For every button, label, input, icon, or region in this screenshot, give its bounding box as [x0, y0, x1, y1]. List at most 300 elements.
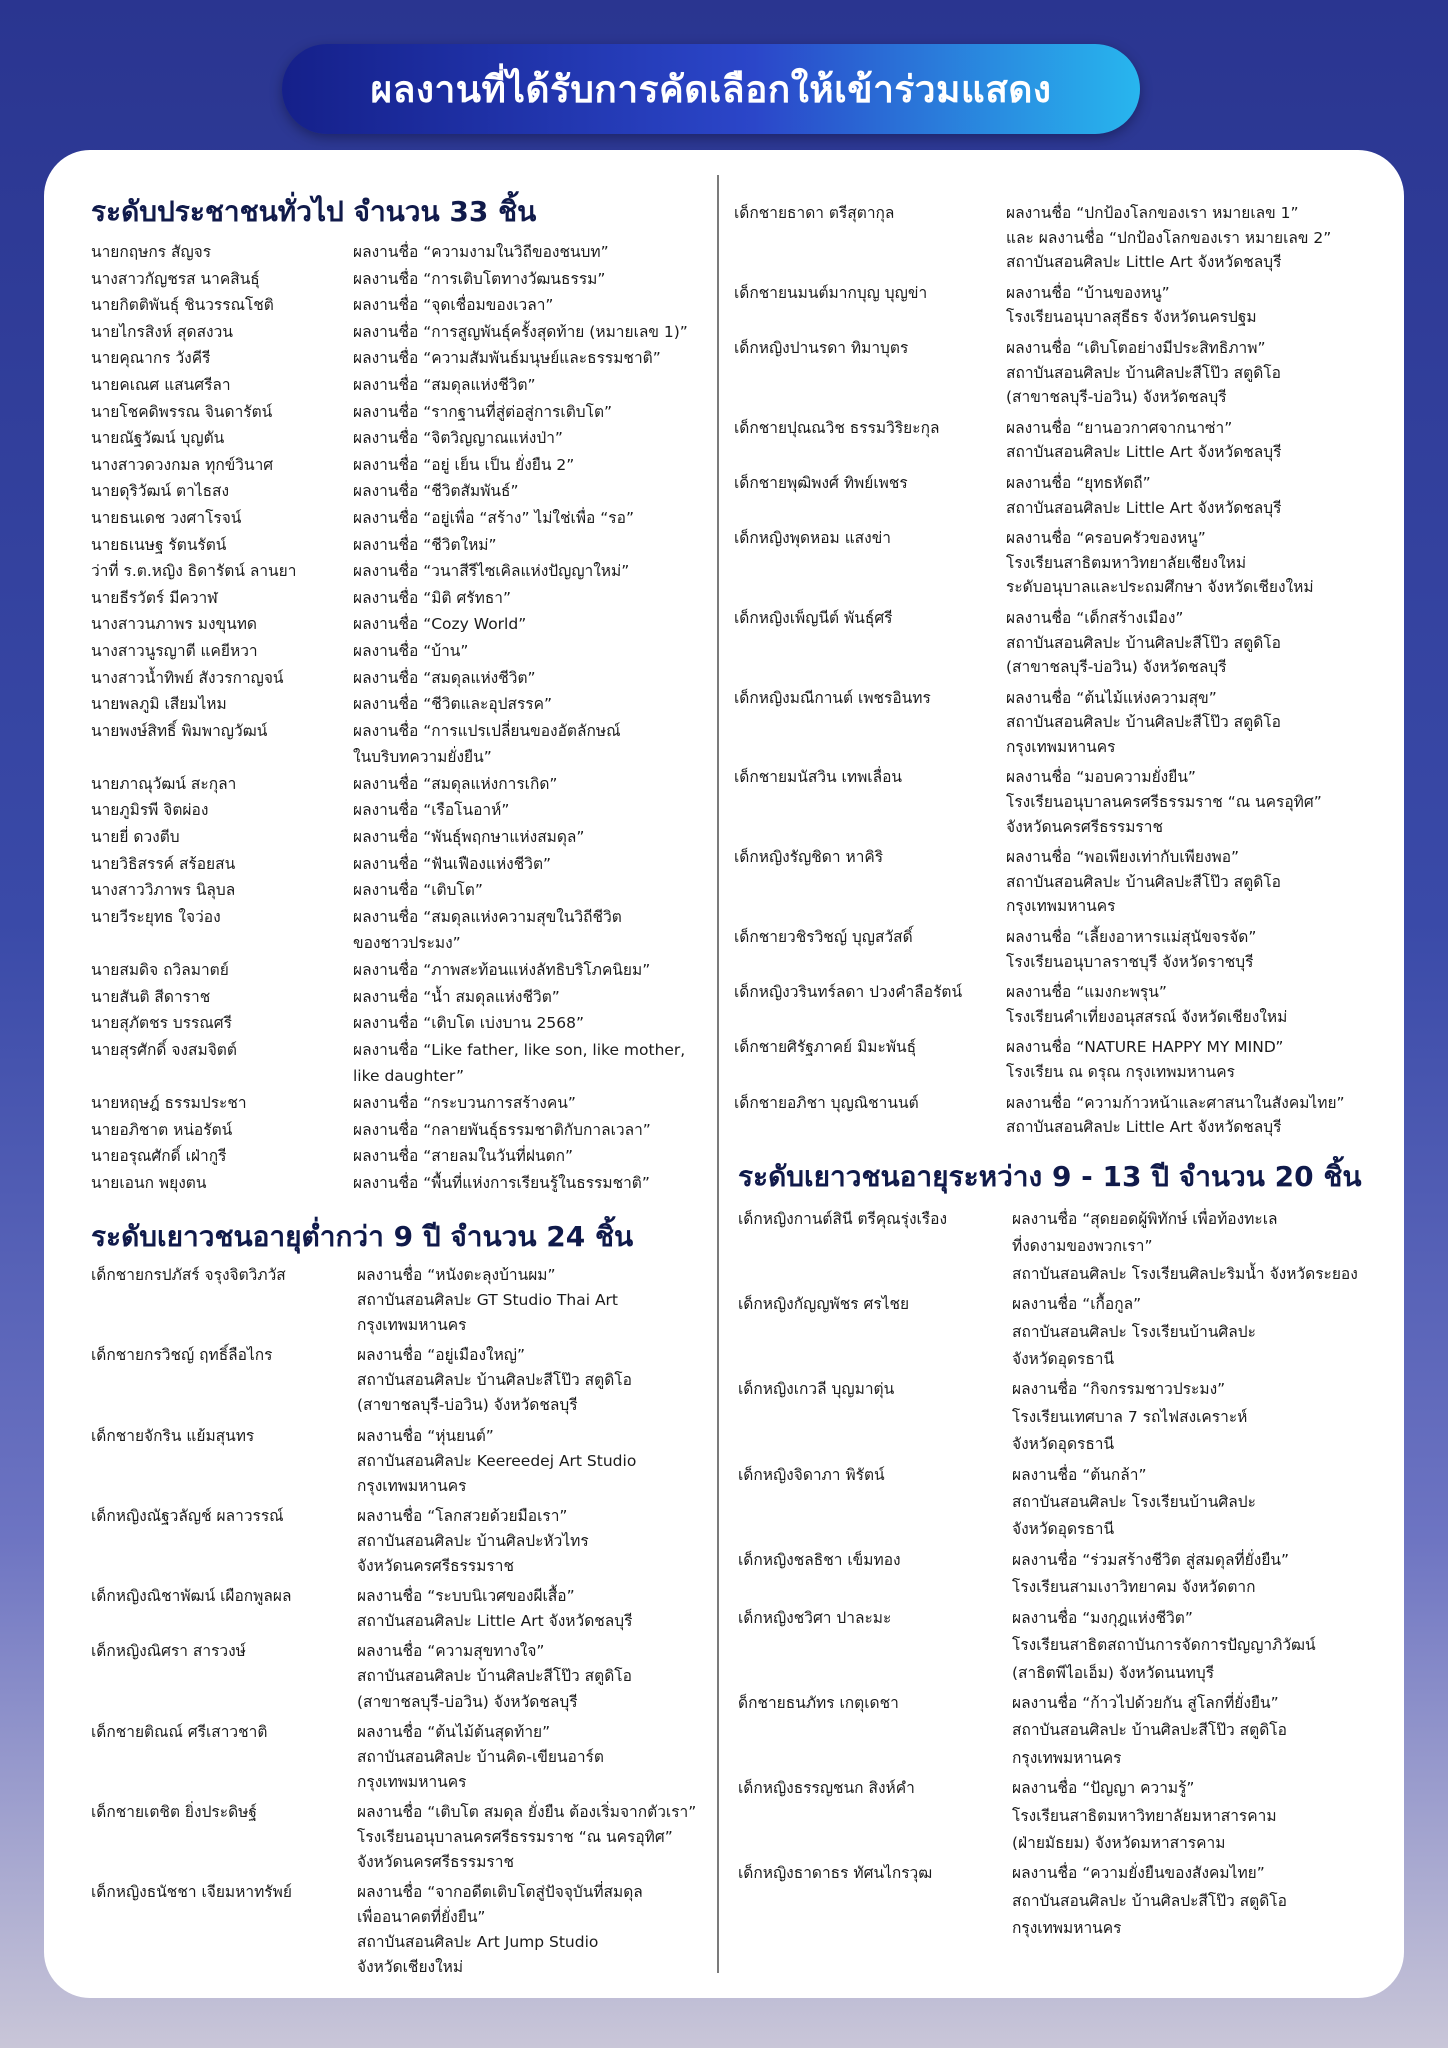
artwork-institution: สถาบันสอนศิลปะ โรงเรียนศิลปะริมน้ำ จังหวัดระยอง [1012, 1264, 1358, 1283]
artwork-institution: (สาธิตพีไอเอ็ม) จังหวัดนนทบุรี [1012, 1663, 1215, 1682]
entrant-name: นายภูมิรพี จิตผ่อง [91, 801, 209, 820]
artwork-institution: กรุงเทพมหานคร [1006, 897, 1116, 916]
artwork-details [1012, 1605, 1374, 1687]
artwork-title: ผลงานชื่อ “บ้านของหนู” [1006, 283, 1170, 302]
artwork-details [353, 771, 709, 798]
artwork-details [357, 1263, 709, 1338]
entrant-name: นายวีระยุทธ ใจว่อง [91, 907, 221, 926]
artwork-title: ผลงานชื่อ “พันธุ์พฤกษาแห่งสมดุล” [353, 828, 585, 847]
entry-row [91, 1143, 709, 1170]
entry-row [91, 957, 709, 984]
entry-row [734, 980, 1374, 1029]
entry-row [91, 638, 709, 665]
artwork-institution: โรงเรียนอนุบาลราชบุรี จังหวัดราชบุรี [1006, 952, 1254, 971]
entrant-name: เด็กชายศิรัฐภาคย์ มิมะพันธุ์ [734, 1038, 917, 1057]
artwork-institution: (สาขาชลบุรี-บ่อวิน) จังหวัดชลบุรี [357, 1396, 578, 1415]
artwork-details [353, 585, 709, 612]
artwork-title: ผลงานชื่อ “ต้นไม้แห่งความสุข” [1006, 688, 1217, 707]
entry-row [738, 1291, 1374, 1373]
entrant-name: นางสาวน้ำทิพย์ สังวรกาญจน์ [91, 668, 284, 687]
artwork-details [357, 1880, 709, 1980]
artwork-institution: สถาบันสอนศิลปะ GT Studio Thai Art [357, 1291, 619, 1310]
artwork-title: ผลงานชื่อ “จากอดีตเติบโตสู่ปัจจุบันที่สมดุล [357, 1883, 643, 1902]
artwork-details [353, 1117, 709, 1144]
artwork-title: ผลงานชื่อ “สมดุลแห่งความสุขในวิถีชีวิต [353, 907, 622, 926]
entrant-name: เด็กชายมนัสวิน เทพเลื่อน [734, 768, 902, 787]
artwork-institution: จังหวัดเชียงใหม่ [357, 1958, 464, 1977]
artwork-details [1012, 1860, 1374, 1942]
artwork-details [357, 1800, 709, 1875]
artwork-institution: ในบริบทความยั่งยืน” [353, 748, 492, 767]
artwork-title: ผลงานชื่อ “ยุทธหัตถี” [1006, 473, 1151, 492]
artwork-title: ผลงานชื่อ “บ้าน” [353, 641, 469, 660]
artwork-title: ผลงานชื่อ “ฟันเฟืองแห่งชีวิต” [353, 854, 552, 873]
artwork-institution: (สาขาชลบุรี-บ่อวิน) จังหวัดชลบุรี [357, 1692, 578, 1711]
artwork-details [353, 904, 709, 957]
artwork-institution: โรงเรียนสาธิตมหาวิทยาลัยเชียงใหม่ [1006, 553, 1247, 572]
artwork-institution: จังหวัดนครศรีธรรมราช [1006, 817, 1163, 836]
artwork-institution: สถาบันสอนศิลปะ Little Art จังหวัดชลบุรี [1006, 498, 1282, 517]
entry-row [91, 797, 709, 824]
artwork-institution: กรุงเทพมหานคร [1012, 1748, 1122, 1767]
entrant-name: เด็กชายติณณ์ ศรีเสาวชาติ [91, 1722, 268, 1741]
entry-row [91, 877, 709, 904]
artwork-details [353, 239, 709, 266]
artwork-institution: ที่งดงามของพวกเรา” [1012, 1237, 1153, 1256]
artwork-institution: โรงเรียนอนุบาลนครศรีธรรมราช “ณ นครอุทิศ” [1006, 793, 1322, 812]
artwork-details [353, 478, 709, 505]
entrant-name: นางสาวกัญชรส นาคสินธุ์ [91, 269, 260, 288]
artwork-institution: สถาบันสอนศิลปะ บ้านศิลปะสีโป๊ว สตูดิโอ [1006, 872, 1281, 891]
artwork-title: ผลงานชื่อ “ยานอวกาศจากนาซ่า” [1006, 418, 1233, 437]
artwork-institution: สถาบันสอนศิลปะ Art Jump Studio [357, 1933, 599, 1952]
entrant-name: เด็กชายอภิชา บุญณิชานนต์ [734, 1093, 919, 1112]
artwork-details [353, 1170, 709, 1197]
entrant-name: ว่าที่ ร.ต.หญิง ธิดารัตน์ ลานยา [91, 562, 297, 581]
artwork-title: ผลงานชื่อ “สมดุลแห่งชีวิต” [353, 668, 536, 687]
entry-row [734, 471, 1374, 520]
artwork-institution: สถาบันสอนศิลปะ Little Art จังหวัดชลบุรี [357, 1612, 633, 1631]
entry-row [91, 851, 709, 878]
artwork-title: ผลงานชื่อ “พอเพียงเท่ากับเพียงพอ” [1006, 848, 1240, 867]
entry-row [734, 1035, 1374, 1084]
entrant-name: นายภาณุวัฒน์ สะกุลา [91, 774, 237, 793]
artwork-title: ผลงานชื่อ “น้ำ สมดุลแห่งชีวิต” [353, 987, 560, 1006]
artwork-details [353, 532, 709, 559]
entry-row [91, 558, 709, 585]
entry-row [734, 281, 1374, 330]
artwork-institution: กรุงเทพมหานคร [357, 1772, 467, 1791]
artwork-institution: โรงเรียน ณ ดรุณ กรุงเทพมหานคร [1006, 1063, 1235, 1081]
artwork-details [353, 877, 709, 904]
entry-row [734, 201, 1374, 275]
artwork-title: ผลงานชื่อ “มอบความยั่งยืน” [1006, 768, 1196, 787]
artwork-details [1012, 1775, 1374, 1857]
entry-row [738, 1860, 1374, 1942]
artwork-institution: สถาบันสอนศิลปะ บ้านศิลปะสีโป๊ว สตูดิโอ [1012, 1891, 1287, 1910]
entrant-name: นายไกรสิงห์ สุดสงวน [91, 322, 233, 341]
entrant-name: เด็กหญิงจิดาภา พิรัตน์ [738, 1465, 885, 1484]
entry-row [734, 526, 1374, 600]
entrant-name: เด็กชายธาดา ตรีสุตากุล [734, 204, 895, 222]
entrant-name: นายธนเดช วงศาโรจน์ [91, 508, 242, 527]
entrant-name: นายสุภัตชร บรรณศรี [91, 1014, 232, 1033]
artwork-details [353, 1143, 709, 1170]
entrant-name: นายคเณศ แสนศรีลา [91, 375, 231, 394]
artwork-title: ผลงานชื่อ “เติบโตอย่างมีประสิทธิภาพ” [1006, 338, 1266, 357]
entry-row [91, 665, 709, 692]
artwork-title: ผลงานชื่อ “หุ่นยนต์” [357, 1426, 494, 1445]
artwork-details [353, 1090, 709, 1117]
entrant-name: นายสุรศักดิ์ จงสมจิตต์ [91, 1040, 237, 1059]
entrant-name: นายพงษ์สิทธิ์ พิมพาญวัฒน์ [91, 721, 268, 740]
artwork-title: ผลงานชื่อ “จุดเชื่อมของเวลา” [353, 296, 554, 315]
entry-row [91, 1584, 709, 1634]
artwork-details [353, 505, 709, 532]
entry-row [91, 1504, 709, 1579]
artwork-details [1006, 336, 1374, 410]
entrant-name: เด็กหญิงณิศรา สารวงษ์ [91, 1642, 246, 1661]
artwork-title: ผลงานชื่อ “ปกป้องโลกของเรา หมายเลข 1” [1006, 204, 1299, 222]
artwork-title: ผลงานชื่อ “ชีวิตสัมพันธ์” [353, 482, 519, 501]
entrant-name: เด็กชายปุณณวิช ธรรมวิริยะกุล [734, 418, 940, 437]
entry-row [91, 1263, 709, 1338]
artwork-title: ผลงานชื่อ “วนาสีรีไซเคิลแห่งปัญญาใหม่” [353, 562, 630, 581]
entry-row [91, 1037, 709, 1090]
entrant-name: เด็กชายจักริน แย้มสุนทร [91, 1426, 255, 1445]
entry-row [734, 416, 1374, 465]
page-title: ผลงานที่ได้รับการคัดเลือกให้เข้าร่วมแสดง [370, 67, 1052, 111]
artwork-details [353, 292, 709, 319]
artwork-institution: โรงเรียนอนุบาลสุธีธร จังหวัดนครปฐม [1006, 308, 1257, 327]
entry-row [91, 1880, 709, 1980]
entrant-name: เด็กหญิงปานรดา ทิมาบุตร [734, 338, 909, 357]
section-heading-youth-under-9: ระดับเยาวชนอายุต่ำกว่า 9 ปี จำนวน 24 ชิ้น [91, 1220, 634, 1253]
artwork-details [1006, 1035, 1374, 1084]
artwork-details [353, 1010, 709, 1037]
artwork-details [353, 851, 709, 878]
artwork-institution: สถาบันสอนศิลปะ บ้านศิลปะหัวไทร [357, 1531, 589, 1550]
artwork-institution: สถาบันสอนศิลปะ บ้านศิลปะสีโป๊ว สตูดิโอ [1006, 713, 1281, 732]
entrant-name: เด็กชายนมนต์มากบุญ บุญข่า [734, 283, 928, 302]
artwork-title: ผลงานชื่อ “กลายพันธุ์ธรรมชาติกับกาลเวลา” [353, 1120, 651, 1139]
artwork-institution: จังหวัดอุดรธานี [1012, 1350, 1115, 1369]
entrant-name: นางสาวดวงกมล ทุกข์วินาศ [91, 455, 274, 474]
entry-row [91, 425, 709, 452]
entry-row [91, 1424, 709, 1499]
artwork-institution: (ฝ่ายมัธยม) จังหวัดมหาสารคาม [1012, 1833, 1226, 1852]
entry-row [738, 1775, 1374, 1857]
entry-row [734, 925, 1374, 974]
artwork-title: ผลงานชื่อ “Cozy World” [353, 615, 527, 634]
artwork-details [1006, 471, 1374, 520]
entry-row [91, 1117, 709, 1144]
entrant-name: ด็กชายธนภัทร เกตุเดชา [738, 1693, 899, 1712]
artwork-title: ผลงานชื่อ “สมดุลแห่งชีวิต” [353, 375, 536, 394]
artwork-title: ผลงานชื่อ “กิจกรรมชาวประมง” [1012, 1380, 1226, 1399]
entrant-name: นายหฤษฎ์ ธรรมประชา [91, 1094, 247, 1112]
entry-row [738, 1462, 1374, 1544]
artwork-details [353, 425, 709, 452]
entry-row [734, 686, 1374, 760]
entry-row [91, 239, 709, 266]
entrant-name: เด็กหญิงเพ็ญนีต์ พันธุ์ศรี [734, 608, 893, 627]
artwork-details [1006, 925, 1374, 974]
entry-row [738, 1605, 1374, 1687]
artwork-details [1012, 1291, 1374, 1373]
artwork-institution: ระดับอนุบาลและประถมศึกษา จังหวัดเชียงใหม่ [1006, 578, 1314, 597]
artwork-title: ผลงานชื่อ “ต้นไม้ต้นสุดท้าย” [357, 1722, 551, 1741]
entry-list-general-public [91, 239, 709, 1196]
entry-row [91, 532, 709, 559]
entrant-name: เด็กหญิงณัฐวลัญช์ ผลาวรรณ์ [91, 1506, 284, 1525]
artwork-title: ผลงานชื่อ “การสูญพันธุ์ครั้งสุดท้าย (หมายเลข 1)” [353, 322, 688, 341]
entry-row [91, 292, 709, 319]
entry-row [734, 1091, 1374, 1140]
entrant-name: เด็กหญิงธนัชชา เจียมหาทรัพย์ [91, 1883, 292, 1902]
artwork-title: ผลงานชื่อ “เติบโต สมดุล ยั่งยืน ต้องเริ่มจากตัวเรา” [357, 1802, 697, 1821]
artwork-institution: และ ผลงานชื่อ “ปกป้องโลกของเรา หมายเลข 2” [1006, 228, 1332, 247]
entry-row [91, 319, 709, 346]
artwork-details [353, 691, 709, 718]
artwork-details [1012, 1547, 1374, 1602]
entry-row [91, 1720, 709, 1795]
artwork-institution: สถาบันสอนศิลปะ บ้านศิลปะสีโป๊ว สตูดิโอ [1006, 363, 1281, 382]
artwork-title: ผลงานชื่อ “กระบวนการสร้างคน” [353, 1094, 576, 1112]
entrant-name: เด็กหญิงมณีกานต์ เพชรอินทร [734, 688, 931, 707]
entrant-name: เด็กหญิงธรรญชนก สิงห์คำ [738, 1779, 915, 1798]
artwork-details [357, 1504, 709, 1579]
artwork-title: ผลงานชื่อ “ความก้าวหน้าและศาสนาในสังคมไทย” [1006, 1093, 1345, 1112]
entrant-name: นายคุณากร วังคีรี [91, 349, 211, 368]
artwork-title: ผลงานชื่อ “มงกุฎแห่งชีวิต” [1012, 1608, 1193, 1627]
entry-row [91, 771, 709, 798]
entry-list-youth-9-13 [738, 1206, 1374, 1943]
entrant-name: นายอรุณศักดิ์ เฝ่ากูรี [91, 1147, 227, 1166]
artwork-details [1006, 686, 1374, 760]
entrant-name: นางสาววิภาพร นิลุบล [91, 881, 236, 900]
artwork-details [1006, 845, 1374, 919]
artwork-institution: ของชาวประมง” [353, 934, 461, 953]
entrant-name: นายพลภูมิ เสียมไหม [91, 695, 227, 714]
artwork-details [357, 1424, 709, 1499]
artwork-institution: โรงเรียนอนุบาลนครศรีธรรมราช “ณ นครอุทิศ” [357, 1827, 673, 1846]
artwork-institution: โรงเรียนคำเที่ยงอนุสสรณ์ จังหวัดเชียงใหม่ [1006, 1007, 1288, 1026]
artwork-title: ผลงานชื่อ “อยู่เพื่อ “สร้าง” ไม่ใช่เพื่อ “รอ” [353, 508, 634, 527]
entry-row [91, 1800, 709, 1875]
artwork-title: ผลงานชื่อ “ก้าวไปด้วยกัน สู่โลกที่ยั่งยืน” [1012, 1693, 1279, 1712]
artwork-details [353, 824, 709, 851]
artwork-details [1012, 1376, 1374, 1458]
entrant-name: นายยี่ ดวงตีบ [91, 828, 180, 847]
artwork-institution: สถาบันสอนศิลปะ บ้านคิด-เขียนอาร์ต [357, 1747, 604, 1766]
artwork-title: ผลงานชื่อ “ปัญญา ความรู้” [1012, 1779, 1195, 1798]
artwork-details [1006, 281, 1374, 330]
column-divider [717, 175, 719, 1973]
artwork-details [353, 718, 709, 771]
artwork-title: ผลงานชื่อ “เลี้ยงอาหารแม่สุนัขจรจัด” [1006, 928, 1257, 947]
entry-row [91, 585, 709, 612]
entry-row [734, 845, 1374, 919]
entry-list-youth-under-9-continued [734, 201, 1374, 1140]
artwork-details [353, 558, 709, 585]
artwork-details [1006, 526, 1374, 600]
entrant-name: เด็กชายกรวิชญ์ ฤทธิ์ลือไกร [91, 1346, 273, 1365]
artwork-institution: จังหวัดอุดรธานี [1012, 1520, 1115, 1539]
entry-row [91, 718, 709, 771]
artwork-institution: กรุงเทพมหานคร [357, 1316, 467, 1335]
artwork-details [353, 1037, 709, 1090]
entry-row [91, 1639, 709, 1714]
artwork-details [353, 345, 709, 372]
entrant-name: เด็กหญิงกัญญพัชร ศรไชย [738, 1295, 910, 1314]
entry-row [91, 611, 709, 638]
artwork-details [353, 452, 709, 479]
entrant-name: เด็กหญิงกานต์สินี ตรีคุณรุ่งเรือง [738, 1210, 948, 1228]
artwork-title: ผลงานชื่อ “ร่วมสร้างชีวิต สู่สมดุลที่ยั่งยืน” [1012, 1550, 1290, 1569]
artwork-title: ผลงานชื่อ “เด็กสร้างเมือง” [1006, 608, 1184, 627]
artwork-institution: สถาบันสอนศิลปะ โรงเรียนบ้านศิลปะ [1012, 1493, 1256, 1512]
entry-row [734, 606, 1374, 680]
entry-row [91, 372, 709, 399]
artwork-details [353, 611, 709, 638]
artwork-institution: สถาบันสอนศิลปะ บ้านศิลปะสีโป๊ว สตูดิโอ [1006, 633, 1281, 652]
artwork-title: ผลงานชื่อ “โลกสวยด้วยมือเรา” [357, 1506, 568, 1525]
entry-row [738, 1376, 1374, 1458]
artwork-details [353, 399, 709, 426]
artwork-title: ผลงานชื่อ “การเติบโตทางวัฒนธรรม” [353, 269, 606, 288]
artwork-institution: (สาขาชลบุรี-บ่อวิน) จังหวัดชลบุรี [1006, 658, 1227, 677]
entry-row [91, 452, 709, 479]
entry-row [738, 1690, 1374, 1772]
artwork-title: ผลงานชื่อ “ความงามในวิถีของชนบท” [353, 243, 609, 261]
artwork-details [1006, 765, 1374, 839]
entry-row [91, 345, 709, 372]
entrant-name: เด็กหญิงธาดาธร ทัศนไกรวุฒ [738, 1864, 933, 1883]
entrant-name: เด็กหญิงณิชาพัฒน์ เผือกพูลผล [91, 1587, 292, 1606]
artwork-title: ผลงานชื่อ “NATURE HAPPY MY MIND” [1006, 1038, 1284, 1057]
artwork-title: ผลงานชื่อ “สายลมในวันที่ฝนตก” [353, 1147, 574, 1166]
artwork-details [357, 1639, 709, 1714]
artwork-institution: จังหวัดนครศรีธรรมราช [357, 1557, 514, 1576]
artwork-institution: สถาบันสอนศิลปะ โรงเรียนบ้านศิลปะ [1012, 1322, 1256, 1341]
artwork-details [353, 665, 709, 692]
artwork-title: ผลงานชื่อ “อยู่เมืองใหญ่” [357, 1346, 526, 1365]
entrant-name: เด็กหญิงพุดหอม แสงข่า [734, 529, 892, 548]
artwork-institution: โรงเรียนเทศบาล 7 รถไฟสงเคราะห์ [1012, 1407, 1248, 1426]
artwork-details [1006, 201, 1374, 275]
artwork-details [353, 266, 709, 293]
artwork-details [357, 1720, 709, 1795]
artwork-details [357, 1343, 709, 1418]
artwork-title: ผลงานชื่อ “ระบบนิเวศของผีเสื้อ” [357, 1587, 575, 1606]
artwork-title: ผลงานชื่อ “หนังตะลุงบ้านผม” [357, 1266, 556, 1284]
artwork-title: ผลงานชื่อ “มิติ ศรัทธา” [353, 588, 512, 607]
entry-row [91, 1010, 709, 1037]
entry-row [91, 824, 709, 851]
artwork-title: ผลงานชื่อ “สุดยอดผู้พิทักษ์ เพื่อท้องทะเล [1012, 1210, 1278, 1228]
entrant-name: เด็กหญิงวรินทร์ลดา ปวงคำลือรัตน์ [734, 983, 963, 1002]
artwork-institution: จังหวัดอุดรธานี [1012, 1435, 1115, 1454]
artwork-institution: โรงเรียนสาธิตสถาบันการจัดการปัญญาภิวัฒน์ [1012, 1636, 1316, 1655]
artwork-institution: (สาขาชลบุรี-บ่อวิน) จังหวัดชลบุรี [1006, 388, 1227, 407]
artwork-institution: like daughter” [353, 1067, 464, 1086]
artwork-details [1006, 416, 1374, 465]
entrant-name: นายวิธิสรรค์ สร้อยสน [91, 854, 236, 873]
entrant-name: นางสาวนภาพร มงขุนทด [91, 615, 257, 634]
entrant-name: เด็กหญิงรัญชิดา หาคิริ [734, 848, 884, 867]
artwork-institution: สถาบันสอนศิลปะ Little Art จังหวัดชลบุรี [1006, 443, 1282, 462]
artwork-title: ผลงานชื่อ “การแปรเปลี่ยนของอัตลักษณ์ [353, 721, 621, 740]
artwork-title: ผลงานชื่อ “เรือโนอาห์” [353, 801, 510, 820]
artwork-title: ผลงานชื่อ “เกื้อกูล” [1012, 1295, 1142, 1314]
artwork-details [357, 1584, 709, 1634]
entrant-name: นายสมดิจ ถวิลมาตย์ [91, 961, 229, 980]
artwork-details [353, 797, 709, 824]
artwork-title: ผลงานชื่อ “เติบโต เบ่งบาน 2568” [353, 1014, 585, 1033]
artwork-institution: เพื่ออนาคตที่ยั่งยืน” [357, 1908, 486, 1927]
entrant-name: เด็กหญิงเกวลี บุญมาตุ่น [738, 1380, 895, 1399]
artwork-institution: สถาบันสอนศิลปะ บ้านศิลปะสีโป๊ว สตูดิโอ [357, 1667, 632, 1686]
entrant-name: นายกฤษกร สัญจร [91, 243, 212, 261]
entry-row [738, 1547, 1374, 1602]
artwork-details [1006, 980, 1374, 1029]
entry-row [91, 1170, 709, 1197]
artwork-institution: สถาบันสอนศิลปะ Little Art จังหวัดชลบุรี [1006, 1118, 1282, 1137]
artwork-details [1012, 1206, 1374, 1288]
entrant-name: นายธีรวัตร์ มีควาฬ [91, 588, 218, 607]
artwork-title: ผลงานชื่อ “ต้นกล้า” [1012, 1465, 1147, 1484]
artwork-title: ผลงานชื่อ “พื้นที่แห่งการเรียนรู้ในธรรมชาติ” [353, 1173, 650, 1192]
entry-list-youth-under-9 [91, 1263, 709, 1981]
artwork-details [1012, 1690, 1374, 1772]
entry-row [91, 266, 709, 293]
artwork-title: ผลงานชื่อ “แมงกะพรุน” [1006, 983, 1167, 1002]
artwork-institution: โรงเรียนสามเงาวิทยาคม จังหวัดตาก [1012, 1578, 1256, 1597]
artwork-institution: สถาบันสอนศิลปะ Little Art จังหวัดชลบุรี [1006, 253, 1282, 272]
section-heading-general-public: ระดับประชาชนทั่วไป จำนวน 33 ชิ้น [91, 195, 537, 228]
artwork-title: ผลงานชื่อ “สมดุลแห่งการเกิด” [353, 774, 558, 793]
entrant-name: นายณัฐวัฒน์ บุญตัน [91, 429, 225, 448]
artwork-title: ผลงานชื่อ “เติบโต” [353, 881, 483, 900]
artwork-title: ผลงานชื่อ “ความสัมพันธ์มนุษย์และธรรมชาติ” [353, 349, 661, 368]
artwork-details [353, 372, 709, 399]
artwork-details [353, 638, 709, 665]
entry-row [91, 904, 709, 957]
artwork-title: ผลงานชื่อ “อยู่ เย็น เป็น ยั่งยืน 2” [353, 455, 575, 474]
entrant-name: นายโชคดิพรรณ จินดารัตน์ [91, 402, 273, 421]
entrant-name: เด็กชายเตชิต ยิ่งประดิษฐ์ [91, 1802, 257, 1821]
entry-row [91, 984, 709, 1011]
artwork-title: ผลงานชื่อ “Like father, like son, like mother, [353, 1040, 686, 1059]
entry-row [734, 336, 1374, 410]
entry-row [734, 765, 1374, 839]
artwork-title: ผลงานชื่อ “ชีวิตใหม่” [353, 535, 497, 554]
entrant-name: เด็กชายกรปภัสร์ จรุงจิตวิภวัส [91, 1266, 286, 1284]
artwork-details [1006, 606, 1374, 680]
entrant-name: นายดุริวัฒน์ ตาไธสง [91, 482, 230, 501]
entry-row [91, 399, 709, 426]
entry-row [91, 1343, 709, 1418]
artwork-details [1006, 1091, 1374, 1140]
artwork-details [353, 984, 709, 1011]
artwork-institution: โรงเรียนสาธิตมหาวิทยาลัยมหาสารคาม [1012, 1806, 1277, 1825]
artwork-institution: กรุงเทพมหานคร [1012, 1919, 1122, 1938]
artwork-details [353, 957, 709, 984]
entry-row [91, 505, 709, 532]
entrant-name: เด็กชายวชิรวิชญ์ บุญสวัสดิ์ [734, 928, 913, 947]
entrant-name: นายกิตติพันธุ์ ชินวรรณโชติ [91, 296, 274, 315]
